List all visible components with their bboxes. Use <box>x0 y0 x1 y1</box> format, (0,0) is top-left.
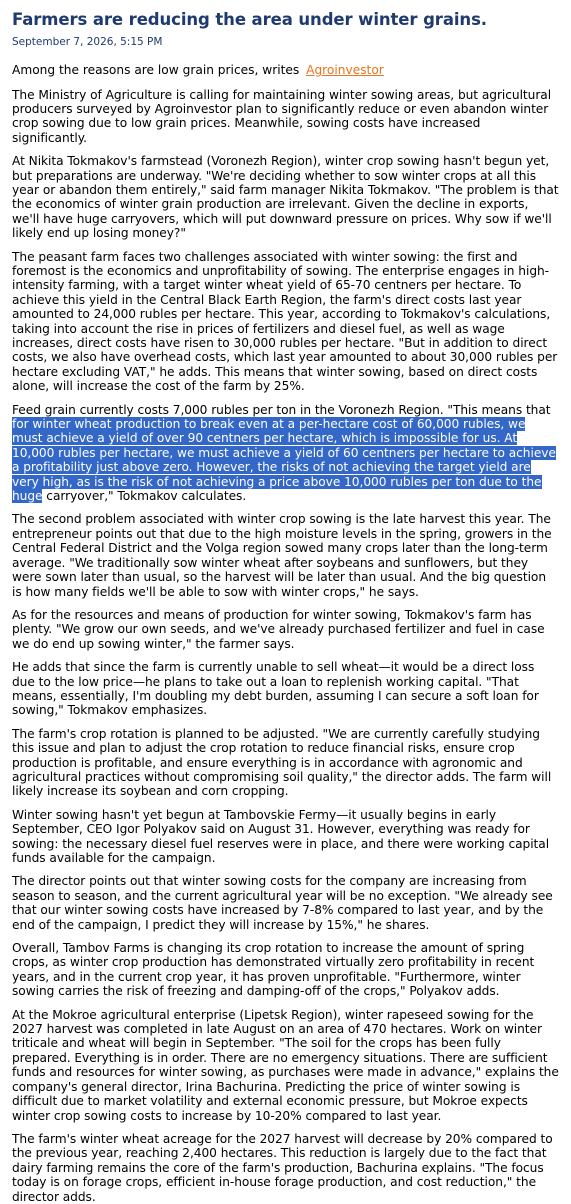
article-paragraph: The peasant farm faces two challenges associated with winter sowing: the first and foremost is the economics and unprofitability of sowing. The enterprise engages in high-intensity farming, with a target winter wheat yield of 65-70 centners per hectare. To achieve this yield in the Central Black Earth Region, the farm's direct costs last year amounted to 24,000 rubles per hectare. This year, according to Tokmakov's calculations, taking into account the rise in prices of fertilizers and diesel fuel, as well as wage increases, direct costs have risen to 30,000 rubles per hectare. "But in addition to direct costs, we also have overhead costs, which last year amounted to about 30,000 rubles per hectare excluding VAT," he adds. This means that winter sowing, based on direct costs alone, will increase the cost of the farm by 25%. <box>12 249 558 394</box>
article-paragraph: The Ministry of Agriculture is calling for maintaining winter sowing areas, but agricultural producers surveyed by Agroinvestor plan to significantly reduce or even abandon winter crop sowing due to low grain prices. Meanwhile, sowing costs have increased significantly. <box>12 87 552 145</box>
article-paragraph: The director points out that winter sowing costs for the company are increasing from season to season, and the current agricultural year will be no exception. "We already see that our winter sowing costs have increased by 7-8% compared to last year, and by the end of the campaign, I predict they will increase by 15%," he shares. <box>12 874 553 932</box>
article-date: September 7, 2026, 5:15 PM <box>12 36 163 48</box>
article-lead <box>12 63 559 78</box>
selected-text[interactable]: for winter wheat production to break even at a per-hectare cost of 60,000 rubles, we must achieve a yield of over 90 centners per hectare, which is impossible for us. At 10,000 rubles per hectare, we must achieve a yield of 60 centners per hectare to achieve a profitability just above zero. However, the risks of not achieving the target yield are very high, as is the risk of not achieving a price above 10,000 rubles per ton due to the huge <box>12 417 556 504</box>
source-link[interactable]: Agroinvestor <box>306 63 384 77</box>
article-paragraph: At the Mokroe agricultural enterprise (Lipetsk Region), winter rapeseed sowing for the 2027 harvest was completed in late August on an area of 470 hectares. Work on winter triticale and wheat will begin in September. "The soil for the crops has been fully prepared. Everything is in order. There are no emergency situations. There are sufficient funds and resources for winter sowing, as purchases were made in advance," explains the company's general director, Irina Bachurina. Predicting the price of winter sowing is difficult due to market volatility and external economic pressure, but Mokroe expects winter crop sowing costs to increase by 10-20% compared to last year. <box>12 1007 559 1123</box>
feed-text-after: carryover," Tokmakov calculates. <box>42 489 247 504</box>
article-title: Farmers are reducing the area under winter grains. <box>12 10 487 29</box>
lead-text: Among the reasons are low grain prices, writes <box>12 63 300 77</box>
article-paragraph: At Nikita Tokmakov's farmstead (Voronezh Region), winter crop sowing hasn't begun yet, but preparations are underway. "We're deciding whether to sow winter crops at all this year or abandon them entirely," said farm manager Nikita Tokmakov. "The problem is that the economics of winter grain production are irrelevant. Given the decline in exports, we'll have huge carryovers, which will put downward pressure on prices. Why sow if we'll likely end up losing money?" <box>12 154 559 241</box>
article-paragraph: The farm's crop rotation is planned to be adjusted. "We are currently carefully studying this issue and plan to adjust the crop rotation to reduce financial risks, ensure crop production is profitable, and ensure everything is in accordance with agronomic and agricultural practices without compromising soil quality," the director adds. The farm will likely increase its soybean and corn cropping. <box>12 726 552 799</box>
article-paragraph: Winter sowing hasn't yet begun at Tambovskie Fermy—it usually begins in early September, CEO Igor Polyakov said on August 31. However, everything was ready for sowing: the necessary diesel fuel reserves were in place, and there were working capital funds available for the campaign. <box>12 807 550 865</box>
article-paragraph: The farm's winter wheat acreage for the 2027 harvest will decrease by 20% compared to the previous year, reaching 2,400 hectares. This reduction is largely due to the fact that dairy farming remains the core of the farm's production, Bachurina explains. "The focus today is on forage crops, efficient in-house forage production, and cost reduction," the director adds. <box>12 1131 553 1204</box>
article-paragraph: He adds that since the farm is currently unable to sell wheat—it would be a direct loss due to the low price—he plans to take out a loan to replenish working capital. "That means, essentially, I'm doubling my debt burden, assuming I can secure a soft loan for sowing," Tokmakov emphasizes. <box>12 660 539 718</box>
feed-text-before: Feed grain currently costs 7,000 rubles per ton in the Voronezh Region. "This means that <box>12 402 551 417</box>
article-paragraph: Overall, Tambov Farms is changing its crop rotation to increase the amount of spring crops, as winter crop production has demonstrated virtually zero profitability in recent years, and in the current crop year, it has proven unprofitable. "Furthermore, winter sowing carries the risk of freezing and damping-off of the crops," Polyakov adds. <box>12 941 535 999</box>
article-paragraph: As for the resources and means of production for winter sowing, Tokmakov's farm has plenty. "We grow our own seeds, and we've already purchased fertilizer and fuel in case we do end up sowing winter," the farmer says. <box>12 607 545 651</box>
article-paragraph: The second problem associated with winter crop sowing is the late harvest this year. The entrepreneur points out that due to the high moisture levels in the spring, growers in the Central Federal District and the Volga region sowed many crops later than the long-term average. "We traditionally sow winter wheat after soybeans and sunflowers, but they were sown later than usual, so the harvest will be later than usual. And the big question is how many fields we'll be able to sow with winter crops," he says. <box>12 512 552 599</box>
article-paragraph-highlighted <box>12 403 559 504</box>
